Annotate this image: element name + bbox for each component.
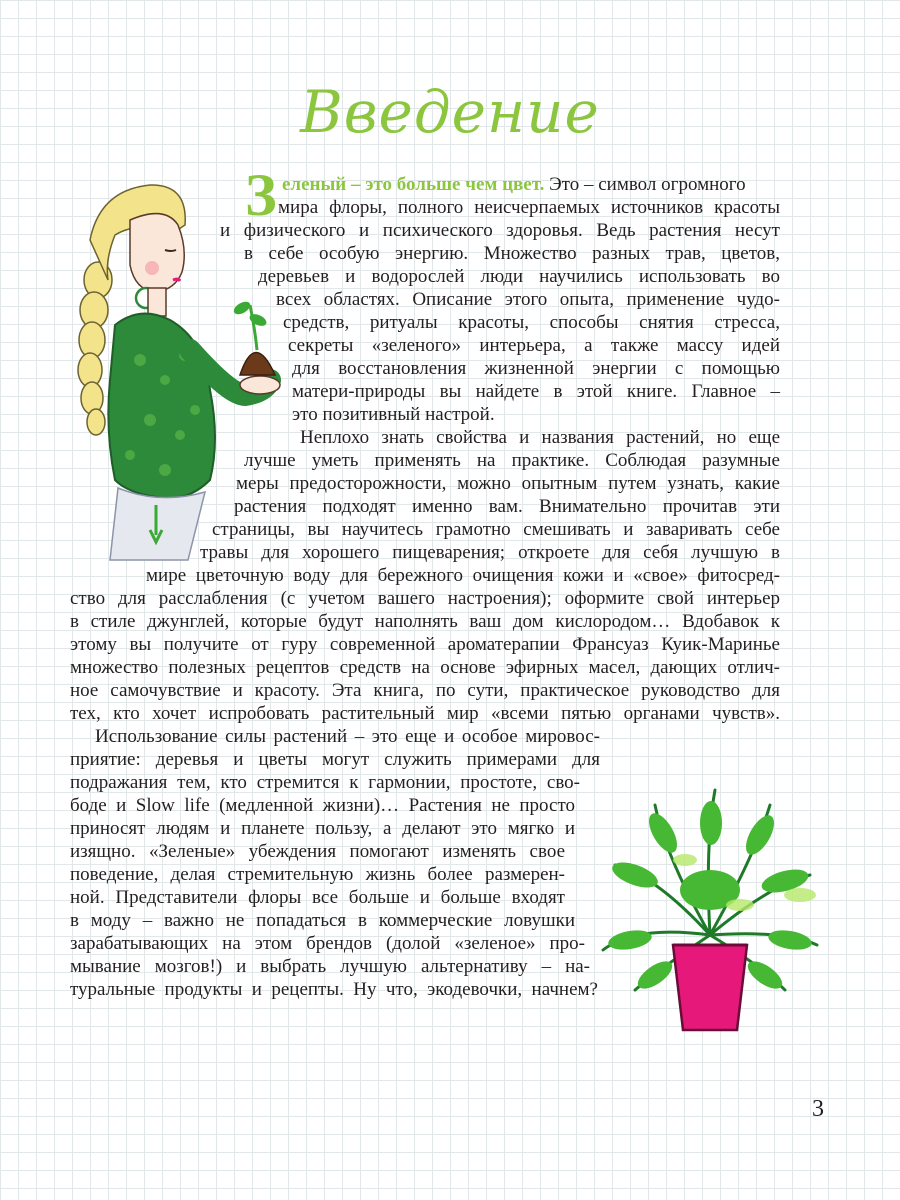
text-line: изящно. «Зеленые» убеждения помогают изменять свое — [70, 841, 565, 862]
text-line — [282, 174, 779, 197]
text-line: травы для хорошего пищеварения; откроете для себя лучшую в — [200, 542, 780, 563]
text-line: средств, ритуалы красоты, способы снятия стресса, — [283, 312, 780, 333]
text-line: всех областях. Описание этого опыта, применение чудо- — [276, 289, 780, 310]
text-line: деревьев и водорослей люди научились использовать во — [258, 266, 780, 287]
text-line: приятие: деревья и цветы могут служить примерами для — [70, 749, 600, 770]
text-line: и физического и психического здоровья. Ведь растения несут — [220, 220, 780, 241]
text-line: тех, кто хочет испробовать растительный мир «всеми пятью органами чувств». — [70, 703, 780, 724]
text-line: это позитивный настрой. — [292, 404, 495, 425]
text-line: туральные продукты и рецепты. Ну что, экодевочки, начнем? — [70, 979, 598, 1000]
text-line: Неплохо знать свойства и названия растений, но еще — [300, 427, 780, 448]
soil — [240, 353, 275, 376]
text-line: в стиле джунглей, которые будут наполнять ваш дом кислородом… Вдобавок к — [70, 611, 780, 632]
text-line: страницы, вы научитесь грамотно смешивать и заваривать себе — [212, 519, 780, 540]
text-line: приносят людям и планете пользу, а делают это мягко и — [70, 818, 575, 839]
text-line: этому вы получите от гуру современной ароматерапии Франсуаз Куик-Маринье — [70, 634, 780, 655]
text-line: матери-природы вы найдете в этой книге. Главное – — [292, 381, 780, 402]
text-line: мире цветочную воду для бережного очищения кожи и «свое» фитосред- — [146, 565, 780, 586]
page-title: Введение — [300, 78, 600, 146]
text-line: множество полезных рецептов средств на основе эфирных масел, дающих отлич- — [70, 657, 780, 678]
text-line: растения подходят именно вам. Внимательно прочитав эти — [234, 496, 780, 517]
pot — [673, 945, 747, 1030]
text-line: секреты «зеленого» интерьера, а также массу идей — [288, 335, 780, 356]
potted-fern-illustration — [595, 785, 825, 1035]
text-line: подражания тем, кто стремится к гармонии, простоте, сво- — [70, 772, 580, 793]
text-line: в себе особую энергию. Множество разных трав, цветов, — [244, 243, 780, 264]
text-line: Использование силы растений – это еще и особое мировос- — [95, 726, 600, 747]
drop-cap: З — [245, 162, 277, 228]
sprout-stem — [250, 305, 257, 350]
text-line: в моду – важно не попадаться в коммерческие ловушки — [70, 910, 575, 931]
hands — [240, 376, 280, 394]
lead-text: еленый – это больше чем цвет. — [282, 174, 545, 195]
text-line: для восстановления жизненной энергии с помощью — [292, 358, 780, 379]
text-line: мывание мозгов!) и выбрать лучшую альтернативу – на- — [70, 956, 590, 977]
page-number: 3 — [812, 1096, 824, 1122]
text-line: лучше уметь применять на практике. Соблюдая разумные — [244, 450, 780, 471]
text-line: ной. Представители флоры все больше и больше входят — [70, 887, 565, 908]
text-line: ное самочувствие и красоту. Эта книга, по сути, практическое руководство для — [70, 680, 780, 701]
text-line: поведение, делая стремительную жизнь более размерен- — [70, 864, 565, 885]
text-line: мира флоры, полного неисчерпаемых источников красоты — [278, 197, 780, 218]
lead-line-rest: Это – символ огромного — [544, 174, 746, 195]
braid — [78, 262, 112, 435]
text-line: боде и Slow life (медленной жизни)… Растения не просто — [70, 795, 575, 816]
text-line: ство для расслабления (с учетом вашего настроения); оформите свой интерьер — [70, 588, 780, 609]
text-line: меры предосторожности, можно опытным путем узнать, какие — [236, 473, 780, 494]
text-line: зарабатывающих на этом брендов (долой «зеленое» про- — [70, 933, 585, 954]
